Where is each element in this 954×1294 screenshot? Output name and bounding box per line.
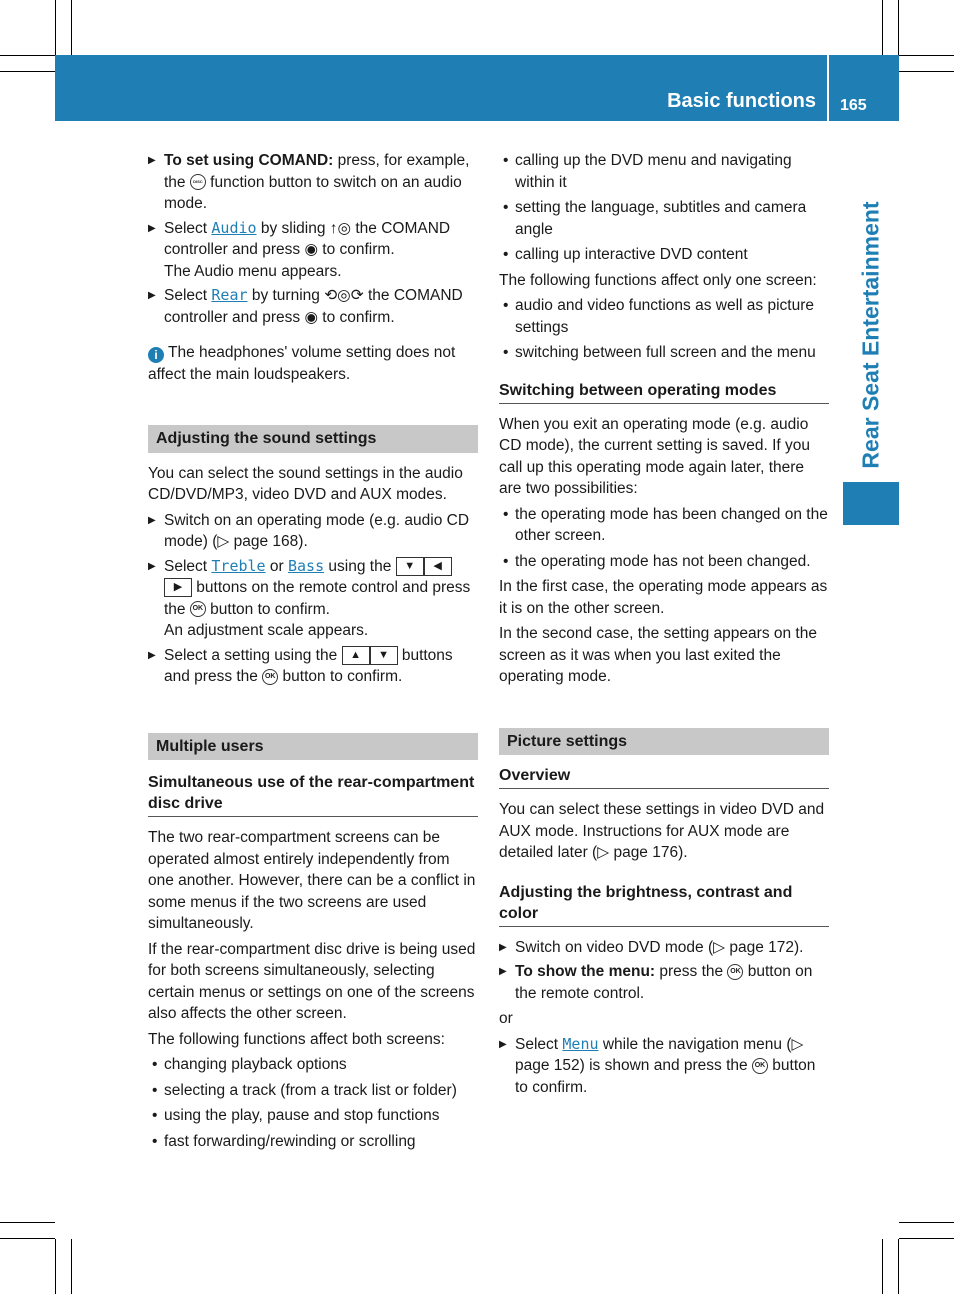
chapter-tab-label: Rear Seat Entertainment bbox=[857, 201, 884, 469]
left-key-icon: ◀ bbox=[424, 557, 452, 576]
crop-mark bbox=[71, 0, 72, 55]
paragraph: The following functions affect only one screen: bbox=[499, 271, 817, 289]
list-item: • using the play, pause and stop functions bbox=[148, 1105, 478, 1127]
list-item: • the operating mode has not been changed. bbox=[499, 551, 829, 573]
list-item: • the operating mode has been changed on the other screen. bbox=[499, 504, 829, 547]
crop-mark bbox=[0, 1222, 55, 1223]
paragraph: or bbox=[499, 1010, 513, 1027]
crop-mark bbox=[899, 71, 954, 72]
down-key-icon: ▼ bbox=[370, 646, 398, 665]
crop-mark bbox=[898, 0, 899, 55]
list-item: • changing playback options bbox=[148, 1054, 478, 1076]
paragraph: The following functions affect both screens: bbox=[148, 1030, 445, 1048]
press-icon: ◉ bbox=[304, 308, 318, 326]
down-key-icon: ▼ bbox=[396, 557, 424, 576]
info-note: i The headphones' volume setting does not affect the main loudspeakers. bbox=[148, 344, 456, 383]
menu-item-code: Treble bbox=[211, 556, 266, 575]
header-divider bbox=[827, 55, 829, 121]
step-result: An adjustment scale appears. bbox=[164, 622, 369, 639]
crop-mark bbox=[55, 1239, 56, 1294]
left-column bbox=[148, 150, 478, 1156]
list-item: • calling up interactive DVD content bbox=[499, 244, 829, 266]
list-item: • audio and video functions as well as picture settings bbox=[499, 295, 829, 338]
list-item: • setting the language, subtitles and camera angle bbox=[499, 197, 829, 240]
section-heading: Multiple users bbox=[148, 733, 478, 761]
list-item: • selecting a track (from a track list or folder) bbox=[148, 1080, 478, 1102]
paragraph: In the first case, the operating mode appears as it is on the other screen. bbox=[499, 578, 828, 617]
list-item: • calling up the DVD menu and navigating within it bbox=[499, 150, 829, 193]
step: ▶ Select Treble or Bass using the ▼ ◀▶ buttons on the remote control and press the OK button to confirm. An adjustment scale appears. bbox=[148, 556, 478, 642]
crop-mark bbox=[0, 1238, 55, 1239]
paragraph: You can select the sound settings in the audio CD/DVD/MP3, video DVD and AUX modes. bbox=[148, 464, 463, 503]
step-result: The Audio menu appears. bbox=[164, 262, 342, 280]
step: ▶ To set using COMAND: press, for example, the DISC function button to switch on an audio mode. bbox=[148, 150, 478, 215]
crop-mark bbox=[0, 55, 55, 56]
crop-mark bbox=[55, 0, 56, 55]
crop-mark bbox=[899, 55, 954, 56]
ok-button-icon: OK bbox=[262, 669, 278, 685]
subheading: Overview bbox=[499, 765, 829, 789]
crop-mark bbox=[898, 1239, 899, 1294]
paragraph: If the rear-compartment disc drive is being used for both screens simultaneously, selecting certain menus or settings on one of the screens also affects the other screen. bbox=[148, 940, 476, 1022]
right-column bbox=[499, 150, 829, 1101]
right-key-icon: ▶ bbox=[164, 578, 192, 597]
crop-mark bbox=[899, 1222, 954, 1223]
paragraph: When you exit an operating mode (e.g. audio CD mode), the current setting is saved. If you call up this operating mode again later, there are two possibilities: bbox=[499, 415, 810, 497]
menu-item-code: Rear bbox=[211, 286, 248, 304]
crop-mark bbox=[0, 71, 55, 72]
menu-item-code: Menu bbox=[562, 1034, 599, 1053]
crop-mark bbox=[882, 0, 883, 55]
subheading: Adjusting the brightness, contrast and color bbox=[499, 882, 829, 927]
section-title: Basic functions bbox=[667, 90, 816, 112]
step: ▶ Select Audio by sliding ↑◎ the COMAND controller and press ◉ to confirm. The Audio menu appears. bbox=[148, 218, 478, 283]
menu-item-code: Bass bbox=[287, 556, 325, 575]
chapter-tab bbox=[843, 482, 899, 525]
crop-mark bbox=[71, 1239, 72, 1294]
step: ▶ Select Rear by turning ⟲◎⟳ the COMAND controller and press ◉ to confirm. bbox=[148, 285, 478, 328]
up-key-icon: ▲ bbox=[342, 646, 370, 665]
paragraph: In the second case, the setting appears on the screen as it was when you last exited the operating mode. bbox=[499, 625, 817, 685]
info-icon: i bbox=[148, 347, 164, 363]
ok-button-icon: OK bbox=[752, 1058, 768, 1074]
ok-button-icon: OK bbox=[727, 964, 743, 980]
crop-mark bbox=[899, 1238, 954, 1239]
list-item: • fast forwarding/rewinding or scrolling bbox=[148, 1131, 478, 1153]
ok-button-icon: OK bbox=[190, 601, 206, 617]
crop-mark bbox=[882, 1239, 883, 1294]
section-heading: Picture settings bbox=[499, 728, 829, 756]
step: ▶ Select a setting using the ▲ ▼ buttons and press the OK button to confirm. bbox=[148, 645, 478, 688]
paragraph: The two rear-compartment screens can be operated almost entirely independently from one another. However, there can be a conflict in some menus if the two screens are used simultaneously. bbox=[148, 829, 476, 932]
menu-item-code: Audio bbox=[211, 218, 257, 237]
subheading: Switching between operating modes bbox=[499, 380, 829, 404]
paragraph: You can select these settings in video DVD and AUX mode. Instructions for AUX mode are detailed later (▷ page 176). bbox=[499, 801, 825, 861]
subheading: Simultaneous use of the rear-compartment disc drive bbox=[148, 772, 478, 817]
section-heading: Adjusting the sound settings bbox=[148, 425, 478, 453]
step: ▶ Switch on video DVD mode (▷ page 172). bbox=[499, 937, 829, 959]
step: ▶ To show the menu: press the OK button on the remote control. bbox=[499, 961, 829, 1004]
step: ▶ Select Menu while the navigation menu (▷ page 152) is shown and press the OK button to confirm. bbox=[499, 1034, 829, 1099]
disc-icon: DISC bbox=[190, 174, 206, 190]
press-icon: ◉ bbox=[304, 241, 318, 258]
list-item: • switching between full screen and the menu bbox=[499, 342, 829, 364]
page-number: 165 bbox=[840, 97, 867, 114]
step: ▶ Switch on an operating mode (e.g. audio CD mode) (▷ page 168). bbox=[148, 510, 478, 553]
